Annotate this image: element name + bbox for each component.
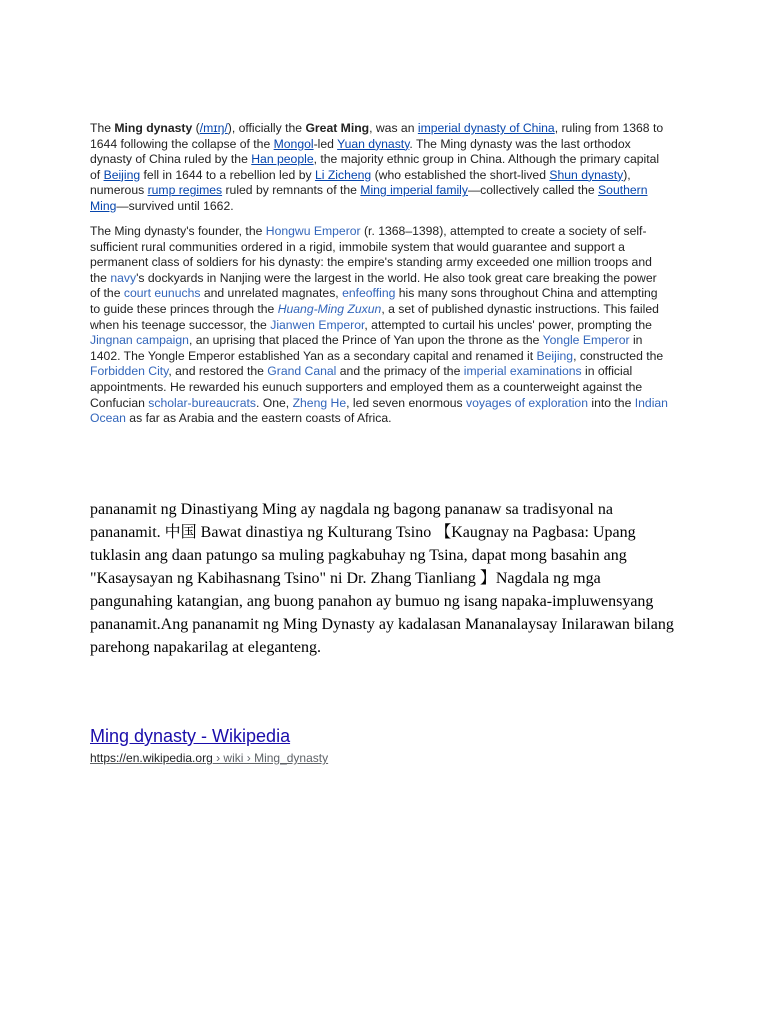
url-host: https://en.wikipedia.org <box>90 751 213 765</box>
term-ming-dynasty: Ming dynasty <box>114 121 193 135</box>
link-ipa[interactable]: /mɪŋ/ <box>199 121 228 135</box>
link-ming-imperial-family[interactable]: Ming imperial family <box>360 183 468 198</box>
search-result-title-link[interactable]: Ming dynasty - Wikipedia <box>90 726 291 746</box>
founder-paragraph: The Ming dynasty's founder, the Hongwu Emperor (r. 1368–1398), attempted to create a society of self-sufficient rural communities ordered in a rigid, immobile system that would guarantee and support a permanent class of soldiers for his dynasty: the empire's standing army exceeded one million troops and the navy's dockyards in Nanjing were the largest in the world. He also took great care breaking the power of the court eunuchs and unrelated magnates, enfeoffing his many sons throughout China and attempting to guide these princes through the Huang-Ming Zuxun, a set of published dynastic instructions. This failed when his teenage successor, the Jianwen Emperor, attempted to curtail his uncles' power, prompting the Jingnan campaign, an uprising that placed the Prince of Yan upon the throne as the Yongle Emperor in 1402. The Yongle Emperor established Yan as a secondary capital and renamed it Beijing, constructed the Forbidden City, and restored the Grand Canal and the primacy of the imperial examinations in official appointments. He rewarded his eunuch supporters and employed them as a counterweight against the Confucian scholar-bureaucrats. One, Zheng He, led seven enormous voyages of exploration into the Indian Ocean as far as Arabia and the eastern coasts of Africa. <box>90 224 668 426</box>
link-shun-dynasty[interactable]: Shun dynasty <box>549 167 624 182</box>
link-rump-regimes[interactable]: rump regimes <box>147 183 223 198</box>
link-forbidden-city[interactable]: Forbidden City <box>90 364 169 379</box>
link-enfeoffing[interactable]: enfeoffing <box>342 286 396 301</box>
link-imperial-examinations[interactable]: imperial examinations <box>463 364 582 379</box>
link-mongol[interactable]: Mongol <box>273 136 314 151</box>
link-voyages-of-exploration[interactable]: voyages of exploration <box>466 395 588 410</box>
link-li-zicheng[interactable]: Li Zicheng <box>314 167 372 182</box>
link-hongwu-emperor[interactable]: Hongwu Emperor <box>265 224 361 238</box>
url-path: › wiki › Ming_dynasty <box>212 751 329 765</box>
link-beijing-2[interactable]: Beijing <box>536 348 574 363</box>
link-zheng-he[interactable]: Zheng He <box>292 395 347 410</box>
term-great-ming: Great Ming <box>305 121 370 135</box>
intro-paragraph: The Ming dynasty (/mɪŋ/), officially the Great Ming, was an imperial dynasty of China, ruling from 1368 to 1644 following the collapse of the Mongol-led Yuan dynasty. The Ming dynasty was the last orthodox dynasty of China ruled by the Han people, the majority ethnic group in China. Although the primary capital of Beijing fell in 1644 to a rebellion led by Li Zicheng (who established the short-lived Shun dynasty), numerous rump regimes ruled by remnants of the Ming imperial family—collectively called the Southern Ming—survived until 1662. <box>90 121 664 213</box>
tagalog-paragraph: pananamit ng Dinastiyang Ming ay nagdala ng bagong pananaw sa tradisyonal na pananamit. 中国 Bawat dinastiya ng Kulturang Tsino 【Kaugnay na Pagbasa: Upang tuklasin ang daan patungo sa muling pagkabuhay ng Tsina, dapat mong basahin ang "Kasaysayan ng Kabihasnang Tsino" ni Dr. Zhang Tianliang 】Nagdala ng mga pangunahing katangian, ang buong panahon ay bumuo ng isang napaka-impluwensyang pananamit.Ang pananamit ng Ming Dynasty ay kadalasan Mananalaysay Inilarawan bilang parehong napakarilag at eleganteng. <box>90 501 674 656</box>
link-court-eunuchs[interactable]: court eunuchs <box>123 286 201 301</box>
link-han-people[interactable]: Han people <box>251 152 314 167</box>
link-navy[interactable]: navy <box>110 270 137 285</box>
link-scholar-bureaucrats[interactable]: scholar-bureaucrats <box>148 395 256 410</box>
link-imperial-dynasty[interactable]: imperial dynasty of China <box>417 121 555 135</box>
search-result-url[interactable] <box>90 751 328 765</box>
link-yongle-emperor[interactable]: Yongle Emperor <box>542 333 630 348</box>
link-yuan-dynasty[interactable]: Yuan dynasty <box>337 136 410 151</box>
link-southern-ming[interactable]: Southern Ming <box>90 183 648 213</box>
link-jianwen-emperor[interactable]: Jianwen Emperor <box>270 317 365 332</box>
link-beijing[interactable]: Beijing <box>103 167 141 182</box>
link-jingnan-campaign[interactable]: Jingnan campaign <box>90 333 189 348</box>
link-huang-ming-zuxun[interactable]: Huang-Ming Zuxun <box>277 301 382 316</box>
link-grand-canal[interactable]: Grand Canal <box>267 364 337 379</box>
link-indian-ocean[interactable]: Indian Ocean <box>90 395 668 426</box>
